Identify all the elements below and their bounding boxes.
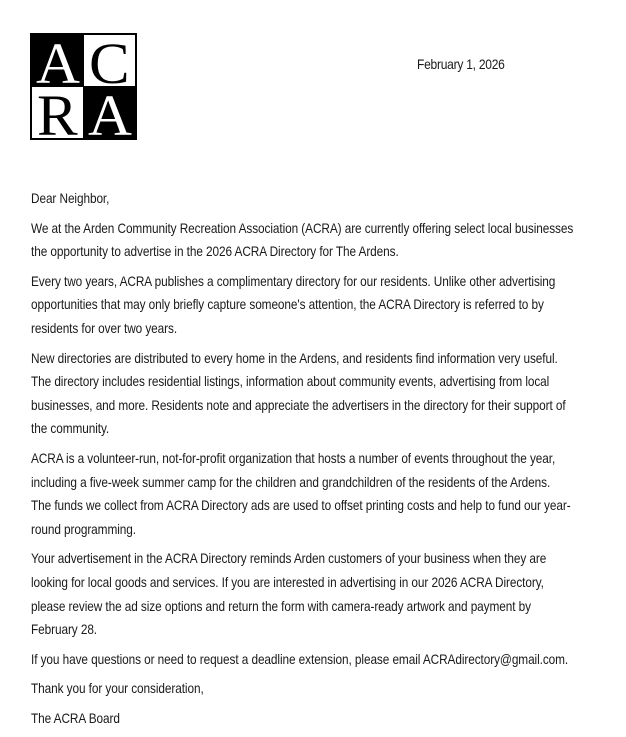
text-line: The directory includes residential listings, information about community events, advertising from local [31,374,550,390]
paragraph-every-two-years [31,270,588,341]
signature: The ACRA Board [31,710,120,726]
letter-body [31,187,588,736]
text-line: Every two years, ACRA publishes a complimentary directory for our residents. Unlike other advertising [31,273,556,289]
text-line: including a five-week summer camp for the children and grandchildren of the residents of the Ardens. [31,474,551,490]
logo-letter: C [89,35,130,86]
text-line: The funds we collect from ACRA Directory ads are used to offset printing costs and help to fund our year- [31,498,571,514]
acra-logo [30,33,137,140]
text-line: the community. [31,421,110,437]
logo-cell-r [32,87,83,138]
text-line: residents for over two years. [31,320,178,336]
text-line: round programming. [31,521,136,537]
salutation: Dear Neighbor, [31,191,110,206]
text-line: ACRA is a volunteer-run, not-for-profit organization that hosts a number of events throughout the year, [31,450,556,466]
text-line: looking for local goods and services. If you are interested in advertising in our 2026 ACRA Directory, [31,574,544,590]
logo-cell-c [84,35,135,86]
text-line: businesses, and more. Residents note and appreciate the advertisers in the directory for their support of [31,397,566,413]
letter-date: February 1, 2026 [417,56,505,72]
text-line: opportunities that may only briefly capture someone's attention, the ACRA Directory is referred to by [31,297,544,313]
closing: Thank you for your consideration, [31,681,204,697]
logo-letter: R [37,87,78,138]
logo-cell-a-bottom [84,87,135,138]
paragraph-advertisement [31,547,588,641]
logo-cell-a-top [32,35,83,86]
paragraph-distribution [31,347,588,441]
logo-letter: A [87,87,132,138]
text-line: the opportunity to advertise in the 2026 ACRA Directory for The Ardens. [31,244,399,260]
paragraph-about-acra [31,447,588,541]
text-line: please review the ad size options and return the form with camera-ready artwork and payment by [31,598,531,614]
text-line: If you have questions or need to request a deadline extension, please email ACRAdirectory@gmail.com. [31,651,569,667]
text-line: We at the Arden Community Recreation Association (ACRA) are currently offering select local businesses [31,220,574,236]
paragraph-contact [31,648,588,672]
text-line: New directories are distributed to every home in the Ardens, and residents find information very useful. [31,350,558,366]
text-line: Your advertisement in the ACRA Directory reminds Arden customers of your business when they are [31,551,547,567]
text-line: February 28. [31,622,98,638]
paragraph-intro [31,217,588,264]
logo-letter: A [35,35,80,86]
